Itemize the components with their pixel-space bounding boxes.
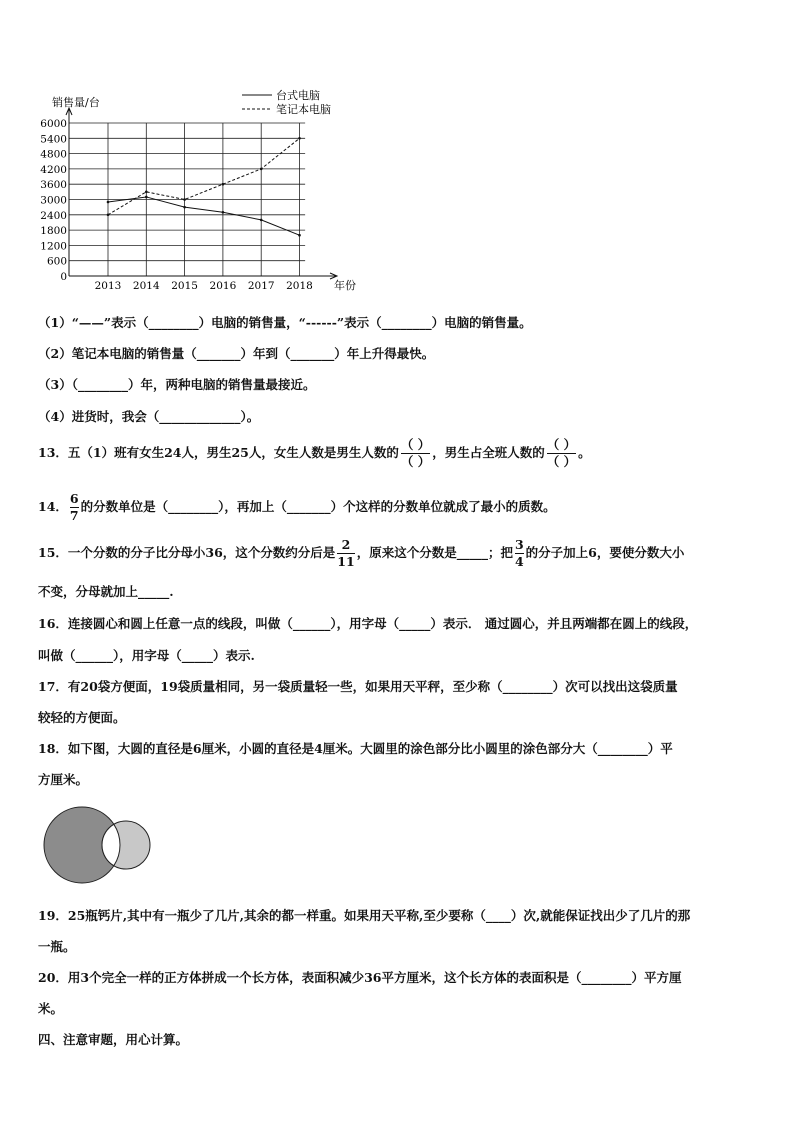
- q12-line-3: （3）（________）年，两种电脑的销售量最接近。: [38, 377, 316, 392]
- series-line-desktop: [108, 197, 300, 235]
- question-16-line-2: 叫做（______），用字母（_____）表示.: [38, 648, 255, 663]
- y-tick-label: 2400: [40, 209, 67, 222]
- q13-fraction-2: $\frac{( )}{( )}$: [546, 437, 577, 469]
- y-tick-label: 5400: [40, 133, 67, 146]
- question-17-line-1: 17．有20袋方便面，19袋质量相同，另一袋质量轻一些，如果用天平秤，至少称（________）次可以找出这袋质量: [38, 679, 678, 694]
- x-tick-label: 2014: [132, 280, 160, 292]
- data-point: [183, 198, 186, 201]
- y-tick-label: 1200: [40, 240, 67, 253]
- data-point: [298, 234, 301, 237]
- question-16-line-1: 16．连接圆心和圆上任意一点的线段，叫做（______），用字母（_____）表示． 通过圆心，并且两端都在圆上的线段，: [38, 616, 698, 631]
- data-point: [260, 168, 263, 171]
- sales-line-chart: [0, 0, 794, 310]
- data-point: [107, 201, 110, 204]
- question-13: [38, 438, 591, 469]
- x-tick-label: 2018: [286, 280, 313, 292]
- data-point: [260, 219, 263, 222]
- question-17-line-2: 较轻的方便面。: [38, 710, 126, 725]
- series-line-laptop: [108, 138, 300, 215]
- q13-fraction-1: $\frac{( )}{( )}$: [400, 437, 431, 469]
- q12-line-4: （4）进货时，我会（_____________）。: [38, 409, 260, 424]
- q14-fraction: $\frac{6}{7}$: [69, 491, 79, 523]
- q15-fraction-2: $\frac{3}{4}$: [514, 537, 524, 569]
- two-circles-figure: [38, 800, 168, 890]
- q15-text-c: 的分子加上6，要使分数大小: [525, 545, 685, 560]
- y-tick-label: 4200: [40, 163, 67, 176]
- data-point: [145, 191, 148, 194]
- chart-legend: [242, 88, 331, 116]
- q13-text-b: ，男生占全班人数的: [432, 445, 545, 460]
- data-point: [222, 211, 225, 214]
- question-19-line-2: 一瓶。: [38, 939, 76, 954]
- q15-text-a: 15．一个分数的分子比分母小36，这个分数约分后是: [38, 545, 336, 560]
- x-tick-label: 2017: [247, 280, 275, 292]
- y-tick-label: 6000: [40, 118, 67, 130]
- chart-series: [107, 137, 301, 237]
- section-4-heading: 四、注意审题，用心计算。: [38, 1032, 189, 1047]
- data-point: [107, 214, 110, 217]
- legend-label: 台式电脑: [276, 89, 320, 102]
- y-tick-label: 3000: [40, 194, 67, 207]
- q14-text: 的分数单位是（________），再加上（_______）个这样的分数单位就成了最小的质数。: [80, 499, 556, 514]
- y-tick-label: 600: [46, 255, 67, 268]
- question-18-line-1: 18．如下图，大圆的直径是6厘米，小圆的直径是4厘米。大圆里的涂色部分比小圆里的涂色部分大（________）平: [38, 741, 673, 756]
- question-15-line-1: [38, 538, 684, 569]
- data-point: [222, 183, 225, 186]
- data-point: [183, 206, 186, 209]
- y-axis-label: 销售量/台: [52, 96, 100, 109]
- question-20-line-2: 米。: [38, 1001, 64, 1016]
- q12-line-2: （2）笔记本电脑的销售量（_______）年到（_______）年上升得最快。: [38, 346, 435, 361]
- x-tick-label: 2016: [209, 280, 237, 292]
- question-19-line-1: 19．25瓶钙片,其中有一瓶少了几片,其余的都一样重。如果用天平称,至少要称（____）次,就能保证找出少了几片的那: [38, 908, 691, 923]
- x-tick-label: 2013: [94, 280, 122, 292]
- y-tick-label: 0: [60, 271, 67, 283]
- data-point: [145, 196, 148, 199]
- chart-grid: [69, 123, 305, 276]
- question-20-line-1: 20．用3个完全一样的正方体拼成一个长方体，表面积减少36平方厘米，这个长方体的表面积是（________）平方厘: [38, 970, 682, 985]
- q15-fraction-1: $\frac{2}{11}$: [337, 537, 355, 569]
- question-15-line-2: 不变，分母就加上_____.: [38, 584, 174, 599]
- q13-text-c: 。: [578, 445, 591, 460]
- legend-label: 笔记本电脑: [276, 103, 331, 116]
- y-tick-label: 3600: [40, 179, 67, 192]
- question-18-line-2: 方厘米。: [38, 772, 89, 787]
- x-axis-label: 年份: [334, 279, 356, 292]
- chart-axes: [66, 108, 337, 279]
- y-tick-label: 1800: [40, 225, 67, 238]
- y-tick-label: 4800: [40, 148, 67, 161]
- q15-text-b: ，原来这个分数是_____；把: [356, 545, 513, 560]
- q14-prefix: 14．: [38, 499, 68, 514]
- x-tick-label: 2015: [171, 280, 198, 292]
- data-point: [298, 137, 301, 140]
- question-14: [38, 492, 556, 523]
- q12-line-1: （1）“——”表示（________）电脑的销售量，“------”表示（________）电脑的销售量。: [38, 315, 532, 330]
- q13-text-a: 13．五（1）班有女生24人，男生25人，女生人数是男生人数的: [38, 445, 399, 460]
